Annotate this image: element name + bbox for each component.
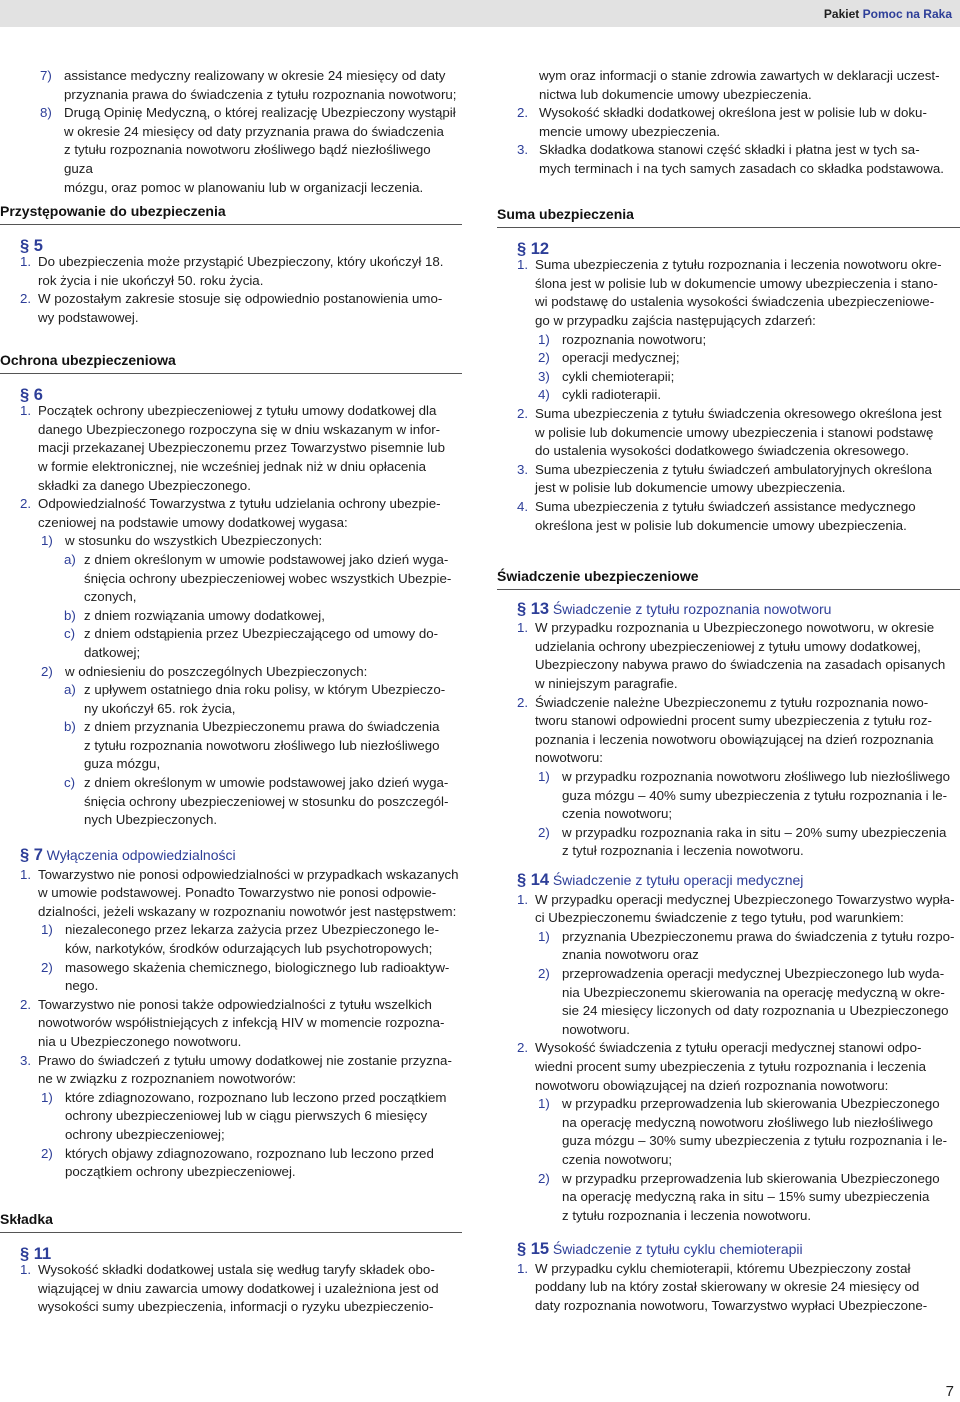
text-line: guza mózgu, <box>84 756 161 772</box>
paragraph-mark: § 6 <box>20 385 43 404</box>
item-number: 2) <box>41 663 53 679</box>
text-line: Ubezpieczony nabywa prawo do świadczenia na zasadach opisanych <box>535 657 946 673</box>
item-text <box>535 891 960 928</box>
sub-item <box>0 1145 462 1182</box>
text-line: nictwa lub dokumencie umowy ubezpieczenia. <box>539 86 812 102</box>
clause-list <box>497 619 960 861</box>
text-line: dzialności, jeżeli wskazany w rozpoznaniu nowotwór jest następstwem: <box>38 903 457 919</box>
text-line: z tytułu rozpoznania i leczenia nowotworu. <box>562 1207 812 1223</box>
sub-sub-item <box>0 681 462 718</box>
text-line: danego Ubezpieczonego rozpoczyna się w dniu wskazanym w infor- <box>38 421 441 437</box>
text-line: z dniem określonym w umowie podstawowej jako dzień wyga- <box>84 775 449 791</box>
paragraph-mark: § 5 <box>20 236 43 255</box>
clause-item <box>0 104 462 197</box>
section-title: Świadczenie ubezpieczeniowe <box>497 567 960 590</box>
item-number: 2) <box>41 959 53 975</box>
item-text <box>38 495 462 532</box>
text-line: nowotworu. <box>562 1021 630 1037</box>
list-continuation <box>0 67 462 197</box>
text-line: jest w polisie lub dokumencie umowy ubezpieczenia. <box>535 480 846 496</box>
item-number: 1) <box>538 928 550 944</box>
sub-item <box>0 1089 462 1145</box>
text-line: W przypadku operacji medycznej Ubezpieczonego Towarzystwo wypła- <box>535 891 955 907</box>
item-text <box>64 67 462 104</box>
clause-item <box>0 253 462 290</box>
clause-item <box>0 290 462 327</box>
sub-item <box>0 921 462 958</box>
text-line: Wysokość składki dodatkowej ustala się według taryfy składek obo- <box>38 1262 435 1278</box>
page-number: 7 <box>945 1383 954 1400</box>
item-text <box>65 921 462 958</box>
text-line: rok życia i nie ukończył 50. roku życia. <box>38 272 264 288</box>
text-line: Suma ubezpieczenia z tytułu rozpoznania i leczenia nowotworu okre- <box>535 257 942 273</box>
text-line: w polisie lub dokumencie umowy ubezpieczenia i stanowi podstawę <box>535 424 934 440</box>
item-number: 1. <box>517 891 529 907</box>
clause-list <box>0 402 462 830</box>
item-number: 2) <box>538 350 550 366</box>
item-text <box>65 663 462 682</box>
item-text <box>562 1170 960 1226</box>
item-text <box>562 349 960 368</box>
item-text <box>84 551 462 607</box>
list-continuation <box>497 104 960 178</box>
text-line: assistance medyczny realizowany w okresie 24 miesięcy od daty <box>64 68 446 83</box>
sub-item <box>497 928 960 965</box>
item-number: 2. <box>517 1040 529 1056</box>
item-text <box>84 681 462 718</box>
clause-item <box>0 402 462 495</box>
text-line: nego. <box>65 978 99 994</box>
text-line: na operację medyczną raka in situ – 15% sumy ubezpieczenia <box>562 1189 930 1205</box>
item-number: 1. <box>517 257 529 273</box>
clause-list <box>497 256 960 535</box>
clause-item <box>497 141 960 178</box>
paragraph-title: Świadczenie z tytułu rozpoznania nowotworu <box>552 600 832 617</box>
item-number: 8) <box>40 105 52 121</box>
clause-item <box>497 405 960 461</box>
text-line: w okresie 24 miesięcy od daty przyznania prawa do świadczenia <box>64 123 444 139</box>
text-line: w formie elektronicznej, nie wcześniej jednak niż w dniu opłacenia <box>38 458 427 474</box>
text-line: masowego skażenia chemicznego, biologicznego lub radioaktyw- <box>65 959 450 975</box>
paragraph-mark: § 14 <box>517 871 550 889</box>
item-text <box>84 718 462 774</box>
text-line: nowotworów współistniejących z infekcją HIV w momencie rozpozna- <box>38 1015 445 1031</box>
text-line: przeprowadzenia operacji medycznej Ubezpieczonego lub wyda- <box>562 965 945 981</box>
sub-item <box>497 386 960 405</box>
text-line: W przypadku cyklu chemioterapii, któremu Ubezpieczony został <box>535 1260 911 1276</box>
clause-list <box>0 1261 462 1317</box>
text-line: daty rozpoznania nowotworu, Towarzystwo wypłaci Ubezpieczone- <box>535 1297 928 1313</box>
item-number: 1) <box>538 768 550 784</box>
text-line: wy podstawowej. <box>38 309 139 325</box>
text-line: mencie umowy ubezpieczenia. <box>539 123 721 139</box>
text-line: Wysokość składki dodatkowej określona jest w polisie lub w doku- <box>539 105 927 121</box>
text-line: Do ubezpieczenia może przystąpić Ubezpieczony, który ukończył 18. <box>38 254 444 270</box>
item-text <box>38 253 462 290</box>
clause-list <box>497 891 960 1226</box>
text-line: datkowej; <box>84 644 141 660</box>
text-line: do ustalenia wysokości dodatkowego świadczenia okresowego. <box>535 443 910 459</box>
text-line: czenia nowotworu; <box>562 806 673 822</box>
text-line: Odpowiedzialność Towarzystwa z tytułu udzielania ochrony ubezpie- <box>38 496 441 512</box>
text-line: ny ukończył 65. rok życia, <box>84 700 236 716</box>
section-przystepowanie <box>0 202 462 328</box>
text-line: z dniem odstąpienia przez Ubezpieczającego od umowy do- <box>84 626 439 642</box>
item-text <box>38 866 462 922</box>
clause-item <box>497 104 960 141</box>
sub-item <box>497 965 960 1039</box>
text-line: nowotworu: <box>535 750 603 766</box>
text-line: wi podstawę do ustalenia wysokości świadczenia ubezpieczeniowe- <box>535 294 935 310</box>
text-line: w stosunku do wszystkich Ubezpieczonych: <box>65 533 323 549</box>
text-line: na operację medyczną nowotworu złośliwego lub niezłośliwego <box>562 1114 934 1130</box>
clause-item <box>497 256 960 330</box>
item-number: 1. <box>20 1262 32 1278</box>
text-line: nych Ubezpieczonych. <box>84 812 218 828</box>
header-product: Pakiet <box>823 7 860 21</box>
paragraph-mark: § 15 <box>517 1240 550 1258</box>
paragraph-title: Wyłączenia odpowiedzialności <box>46 847 236 863</box>
item-number: c) <box>64 775 76 791</box>
text-line: z dniem rozwiązania umowy dodatkowej, <box>84 607 325 623</box>
text-line: wiązującej w dniu zawarcia umowy dodatkowej i uzależniona jest od <box>38 1280 439 1296</box>
text-line: nia Ubezpieczonemu skierowania na operację medyczną w okre- <box>562 984 945 1000</box>
item-number: 2) <box>538 965 550 981</box>
text-line: Początek ochrony ubezpieczeniowej z tytułu umowy dodatkowej dla <box>38 403 437 419</box>
text-line: w przypadku przeprowadzenia lub skierowania Ubezpieczonego <box>562 1096 940 1112</box>
text-line: niezaleconego przez lekarza zażycia przez Ubezpieczonego le- <box>65 922 439 938</box>
text-line: czeniowej na podstawie umowy dodatkowej wygasa: <box>38 514 348 530</box>
text-line: w niniejszym paragrafie. <box>535 675 678 691</box>
section-skladka <box>0 1210 462 1317</box>
text-line: nia u Ubezpieczonego nowotworu. <box>38 1033 242 1049</box>
item-number: a) <box>64 551 76 567</box>
text-line: Drugą Opinię Medyczną, o której realizację Ubezpieczony wystąpił <box>64 105 456 121</box>
item-text <box>535 256 960 330</box>
clause-item <box>497 1039 960 1095</box>
text-line: śnięcia ochrony ubezpieczeniowej wobec wszystkich Ubezpie- <box>84 570 452 586</box>
text-line: w przypadku rozpoznania raka in situ – 20% sumy ubezpieczenia <box>562 824 947 840</box>
text-line: udzielania ochrony ubezpieczeniowej z tytułu umowy dodatkowej, <box>535 638 921 654</box>
item-number: 2) <box>538 824 550 840</box>
text-line: Prawo do świadczeń z tytułu umowy dodatkowej nie zostanie przyzna- <box>38 1052 452 1068</box>
section-title: Przystępowanie do ubezpieczenia <box>0 202 462 225</box>
item-number: 3) <box>538 368 550 384</box>
item-text <box>38 1052 462 1089</box>
text-line: nowotworu obowiązującej na dzień rozpoznania nowotworu: <box>535 1077 889 1093</box>
item-number: 1. <box>20 254 32 270</box>
text-line: w przypadku przeprowadzenia lub skierowania Ubezpieczonego <box>562 1170 940 1186</box>
text-line: cykli radioterapii. <box>562 387 662 403</box>
text-line: z tytułu rozpoznania nowotworu złośliwego lub niezłośliwego <box>84 737 440 753</box>
item-number: 1. <box>517 620 529 636</box>
item-text <box>535 461 960 498</box>
text-line: mych terminach i na tych samych zasadach co składka podstawowa. <box>539 160 945 176</box>
text-line: w przypadku rozpoznania nowotworu złośliwego lub niezłośliwego <box>562 768 951 784</box>
sub-sub-item <box>0 607 462 626</box>
item-text <box>562 965 960 1039</box>
text-line: macji przekazanej Ubezpieczonemu przez Towarzystwo pisemnie lub <box>38 440 445 456</box>
item-number: 1. <box>20 403 32 419</box>
text-line: przyznania Ubezpieczonemu prawa do świadczenia z tytułu rozpo- <box>562 928 955 944</box>
text-line: W przypadku rozpoznania u Ubezpieczonego nowotworu, w okresie <box>535 620 935 636</box>
text-line: ci Ubezpieczonemu świadczenie z tego tytułu, pod warunkiem: <box>535 910 904 926</box>
text-line: w odniesieniu do poszczególnych Ubezpieczonych: <box>65 663 368 679</box>
item-text <box>38 290 462 327</box>
section-wylaczenia <box>0 846 462 1182</box>
paragraph-title: Świadczenie z tytułu operacji medycznej <box>552 872 804 888</box>
item-number: 2. <box>20 996 32 1012</box>
item-text <box>562 368 960 387</box>
text-line: Suma ubezpieczenia z tytułu świadczeń assistance medycznego <box>535 498 916 514</box>
header-title <box>824 5 952 24</box>
item-text <box>65 1145 462 1182</box>
section-swiadczenie <box>497 567 960 861</box>
text-line: początkiem ochrony ubezpieczeniowej. <box>65 1164 296 1180</box>
clause-item <box>497 461 960 498</box>
clause-list <box>0 866 462 1182</box>
clause-item <box>0 996 462 1052</box>
section-suma <box>497 205 960 535</box>
item-number: 3. <box>20 1052 32 1068</box>
text-line: tworu stanowi odpowiedni procent sumy ubezpieczenia z tytułu roz- <box>535 713 932 729</box>
sub-item <box>0 532 462 551</box>
item-number: 2. <box>20 496 32 512</box>
text-line: z dniem przyznania Ubezpieczonemu prawa do świadczenia <box>84 719 440 735</box>
text-line: czenia nowotworu; <box>562 1151 673 1167</box>
item-text <box>84 774 462 830</box>
item-text <box>64 104 462 197</box>
text-line: guza mózgu – 30% sumy ubezpieczenia z tytułu rozpoznania i le- <box>562 1133 948 1149</box>
item-text <box>535 694 960 768</box>
item-text <box>38 402 462 495</box>
sub-item <box>497 1095 960 1169</box>
paragraph-heading <box>517 1240 960 1260</box>
item-text <box>84 625 462 662</box>
paragraph-mark: § 11 <box>20 1244 52 1263</box>
clause-item <box>497 1260 960 1316</box>
sub-item <box>497 331 960 350</box>
text-line: przyznania prawa do świadczenia z tytułu rozpoznania nowotworu; <box>64 86 457 102</box>
sub-sub-item <box>0 774 462 830</box>
item-text <box>562 331 960 350</box>
text-line: Wysokość świadczenia z tytułu operacji medycznej stanowi odpo- <box>535 1040 922 1056</box>
continuation-text <box>497 67 960 179</box>
section-chemioterapia <box>497 1240 960 1315</box>
item-number: b) <box>64 719 76 735</box>
text-line: których objawy zdiagnozowano, rozpoznano lub leczono przed <box>65 1145 434 1161</box>
text-line: z tytułu rozpoznania nowotworu złośliwego bądź niezłośliwego guza <box>64 142 431 176</box>
text-line: które zdiagnozowano, rozpoznano lub leczono przed początkiem <box>65 1089 447 1105</box>
header-product-accent: Pomoc na Raka <box>862 7 952 21</box>
text-line: ków, narkotyków, środków odurzających lub psychotropowych; <box>65 940 433 956</box>
item-text <box>38 1261 462 1317</box>
clause-item <box>497 619 960 693</box>
text-line: poznania i leczenia nowotworu obowiązującej na dzień rozpoznania <box>535 731 934 747</box>
item-number: 2) <box>538 1170 550 1186</box>
text-line: wiedni procent sumy ubezpieczenia z tytułu rozpoznania i leczenia <box>535 1058 926 1074</box>
page-header <box>0 0 960 27</box>
text-line: wym oraz informacji o stanie zdrowia zawartych w deklaracji uczest- <box>539 68 940 83</box>
clause-item <box>0 1052 462 1089</box>
item-text <box>562 928 960 965</box>
clause-item <box>0 866 462 922</box>
item-text <box>539 141 960 178</box>
text-line: guza mózgu – 40% sumy ubezpieczenia z tytułu rozpoznania i le- <box>562 787 948 803</box>
text-line: Świadczenie należne Ubezpieczonemu z tytułu rozpoznania nowo- <box>535 694 929 710</box>
text-line: Towarzystwo nie ponosi także odpowiedzialności z tytułu wszelkich <box>38 996 432 1012</box>
text-line: Suma ubezpieczenia z tytułu świadczeń ambulatoryjnych określona <box>535 461 932 477</box>
text-line: Suma ubezpieczenia z tytułu świadczenia okresowego określona jest <box>535 405 942 421</box>
text-line: składki za danego Ubezpieczonego. <box>38 477 251 493</box>
item-number: 1) <box>538 1096 550 1112</box>
clause-item <box>0 1261 462 1317</box>
item-number: 2. <box>517 694 529 710</box>
text-line: wysokości sumy ubezpieczenia, informacji o ryzyku ubezpieczenio- <box>38 1299 434 1315</box>
item-text <box>562 1095 960 1169</box>
sub-sub-item <box>0 718 462 774</box>
clause-item <box>497 498 960 535</box>
item-text <box>65 959 462 996</box>
item-number: 1) <box>538 331 550 347</box>
item-text <box>535 405 960 461</box>
item-text <box>65 1089 462 1145</box>
text-line: ochrony ubezpieczeniowej lub w ciągu pierwszych 6 miesięcy <box>65 1108 428 1124</box>
item-text <box>535 619 960 693</box>
text-line: w umowie podstawowej. Ponadto Towarzystwo nie ponosi odpowie- <box>38 885 437 901</box>
clause-item <box>497 891 960 928</box>
text-line: cykli chemioterapii; <box>562 368 675 384</box>
item-text <box>535 1039 960 1095</box>
paragraph-mark: § 7 <box>20 846 43 864</box>
item-text <box>539 104 960 141</box>
clause-list <box>0 253 462 327</box>
text-line: go w przypadku zajścia następujących zdarzeń: <box>535 312 816 328</box>
item-text <box>535 498 960 535</box>
text-line: śnięcia ochrony ubezpieczeniowej w stosunku do poszczegól- <box>84 793 449 809</box>
item-number: c) <box>64 626 76 642</box>
sub-sub-item <box>0 551 462 607</box>
item-number: 1) <box>41 533 53 549</box>
item-text <box>562 386 960 405</box>
item-text <box>84 607 462 626</box>
item-number: 1) <box>41 922 53 938</box>
item-text <box>562 824 960 861</box>
text-line: operacji medycznej; <box>562 350 680 366</box>
text-line: ślona jest w polisie lub w dokumencie umowy ubezpieczenia i stano- <box>535 275 938 291</box>
clause-item <box>0 67 462 104</box>
text-line: W pozostałym zakresie stosuje się odpowiednio postanowienia umo- <box>38 291 443 307</box>
section-title: Suma ubezpieczenia <box>497 205 960 228</box>
paragraph-mark: § 13 <box>517 599 550 618</box>
item-number: 4) <box>538 387 550 403</box>
text-line: czonych, <box>84 589 137 605</box>
item-number: 2) <box>41 1145 53 1161</box>
item-number: 3. <box>517 142 529 158</box>
item-number: 4. <box>517 498 529 514</box>
item-number: 1. <box>20 866 32 882</box>
item-number: a) <box>64 682 76 698</box>
text-line: Składka dodatkowa stanowi część składki i płatna jest w tych sa- <box>539 142 920 158</box>
sub-item <box>497 368 960 387</box>
paragraph-heading <box>20 846 462 866</box>
item-number: b) <box>64 607 76 623</box>
item-number: 2. <box>20 291 32 307</box>
text-line: rozpoznania nowotworu; <box>562 331 707 347</box>
sub-item <box>497 349 960 368</box>
item-text <box>562 768 960 824</box>
sub-item <box>497 768 960 824</box>
text-line: poddany lub na który został skierowany w okresie 24 miesięcy od <box>535 1279 920 1295</box>
sub-sub-item <box>0 625 462 662</box>
clause-item <box>497 694 960 768</box>
item-number: 2. <box>517 405 529 421</box>
item-text <box>38 996 462 1052</box>
section-title: Składka <box>0 1210 462 1233</box>
item-text <box>535 1260 960 1316</box>
section-operacja <box>497 871 960 1225</box>
paragraph-heading <box>517 871 960 891</box>
section-ochrona <box>0 351 462 830</box>
text-line: ochrony ubezpieczeniowej; <box>65 1126 225 1142</box>
text-line: określona jest w polisie lub dokumencie umowy ubezpieczenia. <box>535 517 907 533</box>
text-line: mózgu, oraz pomoc w planowaniu lub w organizacji leczenia. <box>64 179 424 195</box>
text-line: Towarzystwo nie ponosi odpowiedzialności w przypadkach wskazanych <box>38 866 459 882</box>
text-line: ne w związku z rozpoznaniem nowotworów: <box>38 1071 296 1087</box>
paragraph-title: Świadczenie z tytułu cyklu chemioterapii <box>552 1241 803 1257</box>
text-line: sie 24 miesięcy liczonych od daty rozpoznania u Ubezpieczonego <box>562 1003 949 1019</box>
item-number: 1) <box>41 1089 53 1105</box>
item-number: 3. <box>517 461 529 477</box>
clause-list <box>497 1260 960 1316</box>
sub-item <box>497 1170 960 1226</box>
section-title: Ochrona ubezpieczeniowa <box>0 351 462 374</box>
clause-item <box>0 495 462 532</box>
text-line: z dniem określonym w umowie podstawowej jako dzień wyga- <box>84 551 449 567</box>
item-number: 7) <box>40 68 52 83</box>
sub-item <box>0 663 462 682</box>
paragraph-mark: § 12 <box>517 239 550 258</box>
item-number: 1. <box>517 1260 529 1276</box>
paragraph-heading <box>517 600 960 620</box>
text-line: z tytuł rozpoznania i leczenia nowotworu. <box>562 843 804 859</box>
sub-item <box>497 824 960 861</box>
text-line: z upływem ostatniego dnia roku polisy, w którym Ubezpieczo- <box>84 682 446 698</box>
sub-item <box>0 959 462 996</box>
text-line: znania nowotworu oraz <box>562 947 699 963</box>
item-text <box>65 532 462 551</box>
item-number: 2. <box>517 105 529 121</box>
continuation-lines <box>539 67 960 104</box>
